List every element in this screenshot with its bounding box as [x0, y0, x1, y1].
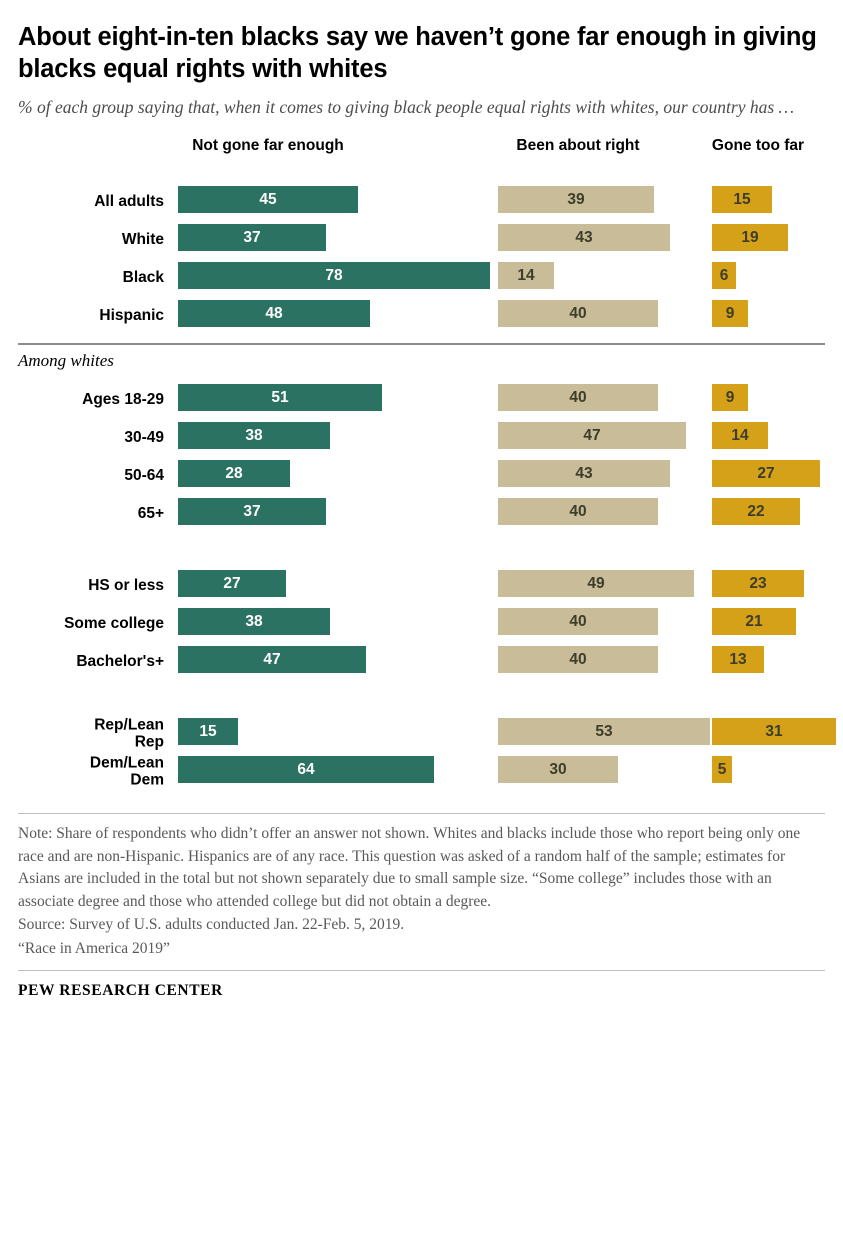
bar-not-far-enough [178, 224, 326, 251]
bar-not-far-enough [178, 384, 382, 411]
chart-row-all-adults [18, 183, 825, 221]
chart-row-65-plus [18, 495, 825, 533]
source-text: Source: Survey of U.S. adults conducted Jan. 22-Feb. 5, 2019. [18, 916, 405, 934]
bar-value: 43 [575, 228, 593, 246]
section-divider-row [18, 335, 825, 381]
bar-not-far-enough [178, 186, 358, 213]
bar-too-far [712, 608, 796, 635]
row-label-line2: Dem [130, 771, 164, 789]
bar-value: 49 [587, 574, 605, 592]
bar-too-far [712, 718, 836, 745]
bar-not-far-enough [178, 422, 330, 449]
row-label: 30-49 [124, 429, 164, 447]
bar-value: 38 [245, 426, 263, 444]
bar-about-right [498, 224, 670, 251]
bar-not-far-enough [178, 718, 238, 745]
chart-subtitle: % of each group saying that, when it comes to giving black people equal rights with whites, our country has … [18, 96, 795, 117]
bar-about-right [498, 570, 694, 597]
bar-value: 38 [245, 612, 263, 630]
chart-row-hispanic [18, 297, 825, 335]
bar-value: 14 [517, 266, 535, 284]
row-label [18, 756, 164, 789]
bar-about-right [498, 300, 658, 327]
row-label: 65+ [137, 505, 164, 523]
bar-value: 6 [719, 266, 729, 284]
bar-value: 37 [243, 228, 261, 246]
row-label [18, 718, 164, 751]
chart-rows [18, 183, 825, 791]
study-text: “Race in America 2019” [18, 939, 170, 957]
bar-too-far [712, 756, 732, 783]
bar-not-far-enough [178, 300, 370, 327]
page-title: About eight-in-ten blacks say we haven’t gone far enough in giving blacks equal rights with whites [18, 23, 817, 83]
brand-label: PEW RESEARCH CENTER [18, 982, 223, 1000]
row-gap [18, 681, 825, 715]
chart-row-white [18, 221, 825, 259]
bar-value: 40 [569, 612, 587, 630]
bar-too-far [712, 422, 768, 449]
row-label: 50-64 [124, 467, 164, 485]
bar-not-far-enough [178, 498, 326, 525]
bar-too-far [712, 384, 748, 411]
bar-value: 19 [741, 228, 759, 246]
bar-too-far [712, 646, 764, 673]
bar-about-right [498, 498, 658, 525]
bar-value: 27 [757, 464, 775, 482]
row-label-line1: Dem/Lean [89, 755, 164, 773]
chart-notes [18, 813, 825, 1002]
bar-too-far [712, 186, 772, 213]
chart-row-rep-lean-rep [18, 715, 825, 753]
bar-value: 22 [747, 502, 765, 520]
row-label-line1: Rep/Lean [94, 717, 164, 735]
row-label: Black [122, 269, 164, 287]
notes-top-rule [18, 813, 825, 814]
bar-value: 40 [569, 502, 587, 520]
bar-value: 15 [199, 722, 217, 740]
bar-value: 47 [263, 650, 281, 668]
bar-not-far-enough [178, 460, 290, 487]
column-header-too-far: Gone too far [711, 137, 805, 155]
row-label: HS or less [88, 577, 164, 595]
section-label: Among whites [18, 351, 114, 371]
bar-value: 28 [225, 464, 243, 482]
bar-too-far [712, 498, 800, 525]
chart-row-hs-or-less [18, 567, 825, 605]
bar-value: 40 [569, 388, 587, 406]
bar-chart [18, 137, 825, 791]
bar-not-far-enough [178, 756, 434, 783]
chart-row-some-college [18, 605, 825, 643]
column-header-not-far-enough: Not gone far enough [192, 137, 344, 155]
bar-about-right [498, 262, 554, 289]
bar-value: 30 [549, 760, 567, 778]
row-label: Bachelor's+ [76, 653, 164, 671]
bar-value: 9 [725, 388, 735, 406]
bar-value: 23 [749, 574, 767, 592]
bar-about-right [498, 460, 670, 487]
note-text: Note: Share of respondents who didn’t offer an answer not shown. Whites and blacks include those who report being only one race and are non-Hispanic. Hispanics are of any race. This question was asked of a random half of the sample; estimates for Asians are included in the total but not shown separately due to small sample size. “Some college” includes those with an associate degree and those who attended college but did not obtain a degree. [18, 825, 801, 910]
bar-value: 39 [567, 190, 585, 208]
bar-not-far-enough [178, 570, 286, 597]
bar-about-right [498, 718, 710, 745]
bar-value: 40 [569, 650, 587, 668]
bar-about-right [498, 384, 658, 411]
bar-value: 21 [745, 612, 763, 630]
notes-bottom-rule [18, 970, 825, 971]
bar-too-far [712, 460, 820, 487]
row-label: Some college [64, 615, 164, 633]
bar-value: 31 [765, 722, 783, 740]
bar-about-right [498, 756, 618, 783]
bar-value: 14 [731, 426, 749, 444]
chart-row-black [18, 259, 825, 297]
bar-about-right [498, 186, 654, 213]
bar-value: 64 [297, 760, 315, 778]
chart-row-ages-18-29 [18, 381, 825, 419]
bar-about-right [498, 422, 686, 449]
bar-value: 40 [569, 304, 587, 322]
chart-row-bachelors-plus [18, 643, 825, 681]
bar-too-far [712, 224, 788, 251]
row-label: White [121, 231, 164, 249]
bar-value: 13 [729, 650, 747, 668]
bar-too-far [712, 570, 804, 597]
bar-value: 51 [271, 388, 289, 406]
bar-too-far [712, 262, 736, 289]
bar-not-far-enough [178, 262, 490, 289]
bar-not-far-enough [178, 646, 366, 673]
bar-value: 43 [575, 464, 593, 482]
bar-value: 37 [243, 502, 261, 520]
row-label: All adults [94, 193, 164, 211]
bar-about-right [498, 646, 658, 673]
bar-value: 45 [259, 190, 277, 208]
bar-value: 53 [595, 722, 613, 740]
bar-not-far-enough [178, 608, 330, 635]
row-label-line2: Rep [134, 733, 164, 751]
bar-too-far [712, 300, 748, 327]
bar-value: 9 [725, 304, 735, 322]
bar-value: 78 [325, 266, 343, 284]
chart-row-30-49 [18, 419, 825, 457]
column-header-about-right: Been about right [516, 137, 640, 155]
bar-value: 15 [733, 190, 751, 208]
row-label: Hispanic [99, 307, 164, 325]
bar-value: 27 [223, 574, 241, 592]
section-divider [18, 343, 825, 345]
row-gap [18, 533, 825, 567]
bar-value: 47 [583, 426, 601, 444]
chart-row-50-64 [18, 457, 825, 495]
bar-value: 48 [265, 304, 283, 322]
bar-value: 5 [717, 760, 727, 778]
row-label: Ages 18-29 [82, 391, 164, 409]
bar-about-right [498, 608, 658, 635]
chart-row-dem-lean-dem [18, 753, 825, 791]
column-headers [18, 137, 825, 183]
